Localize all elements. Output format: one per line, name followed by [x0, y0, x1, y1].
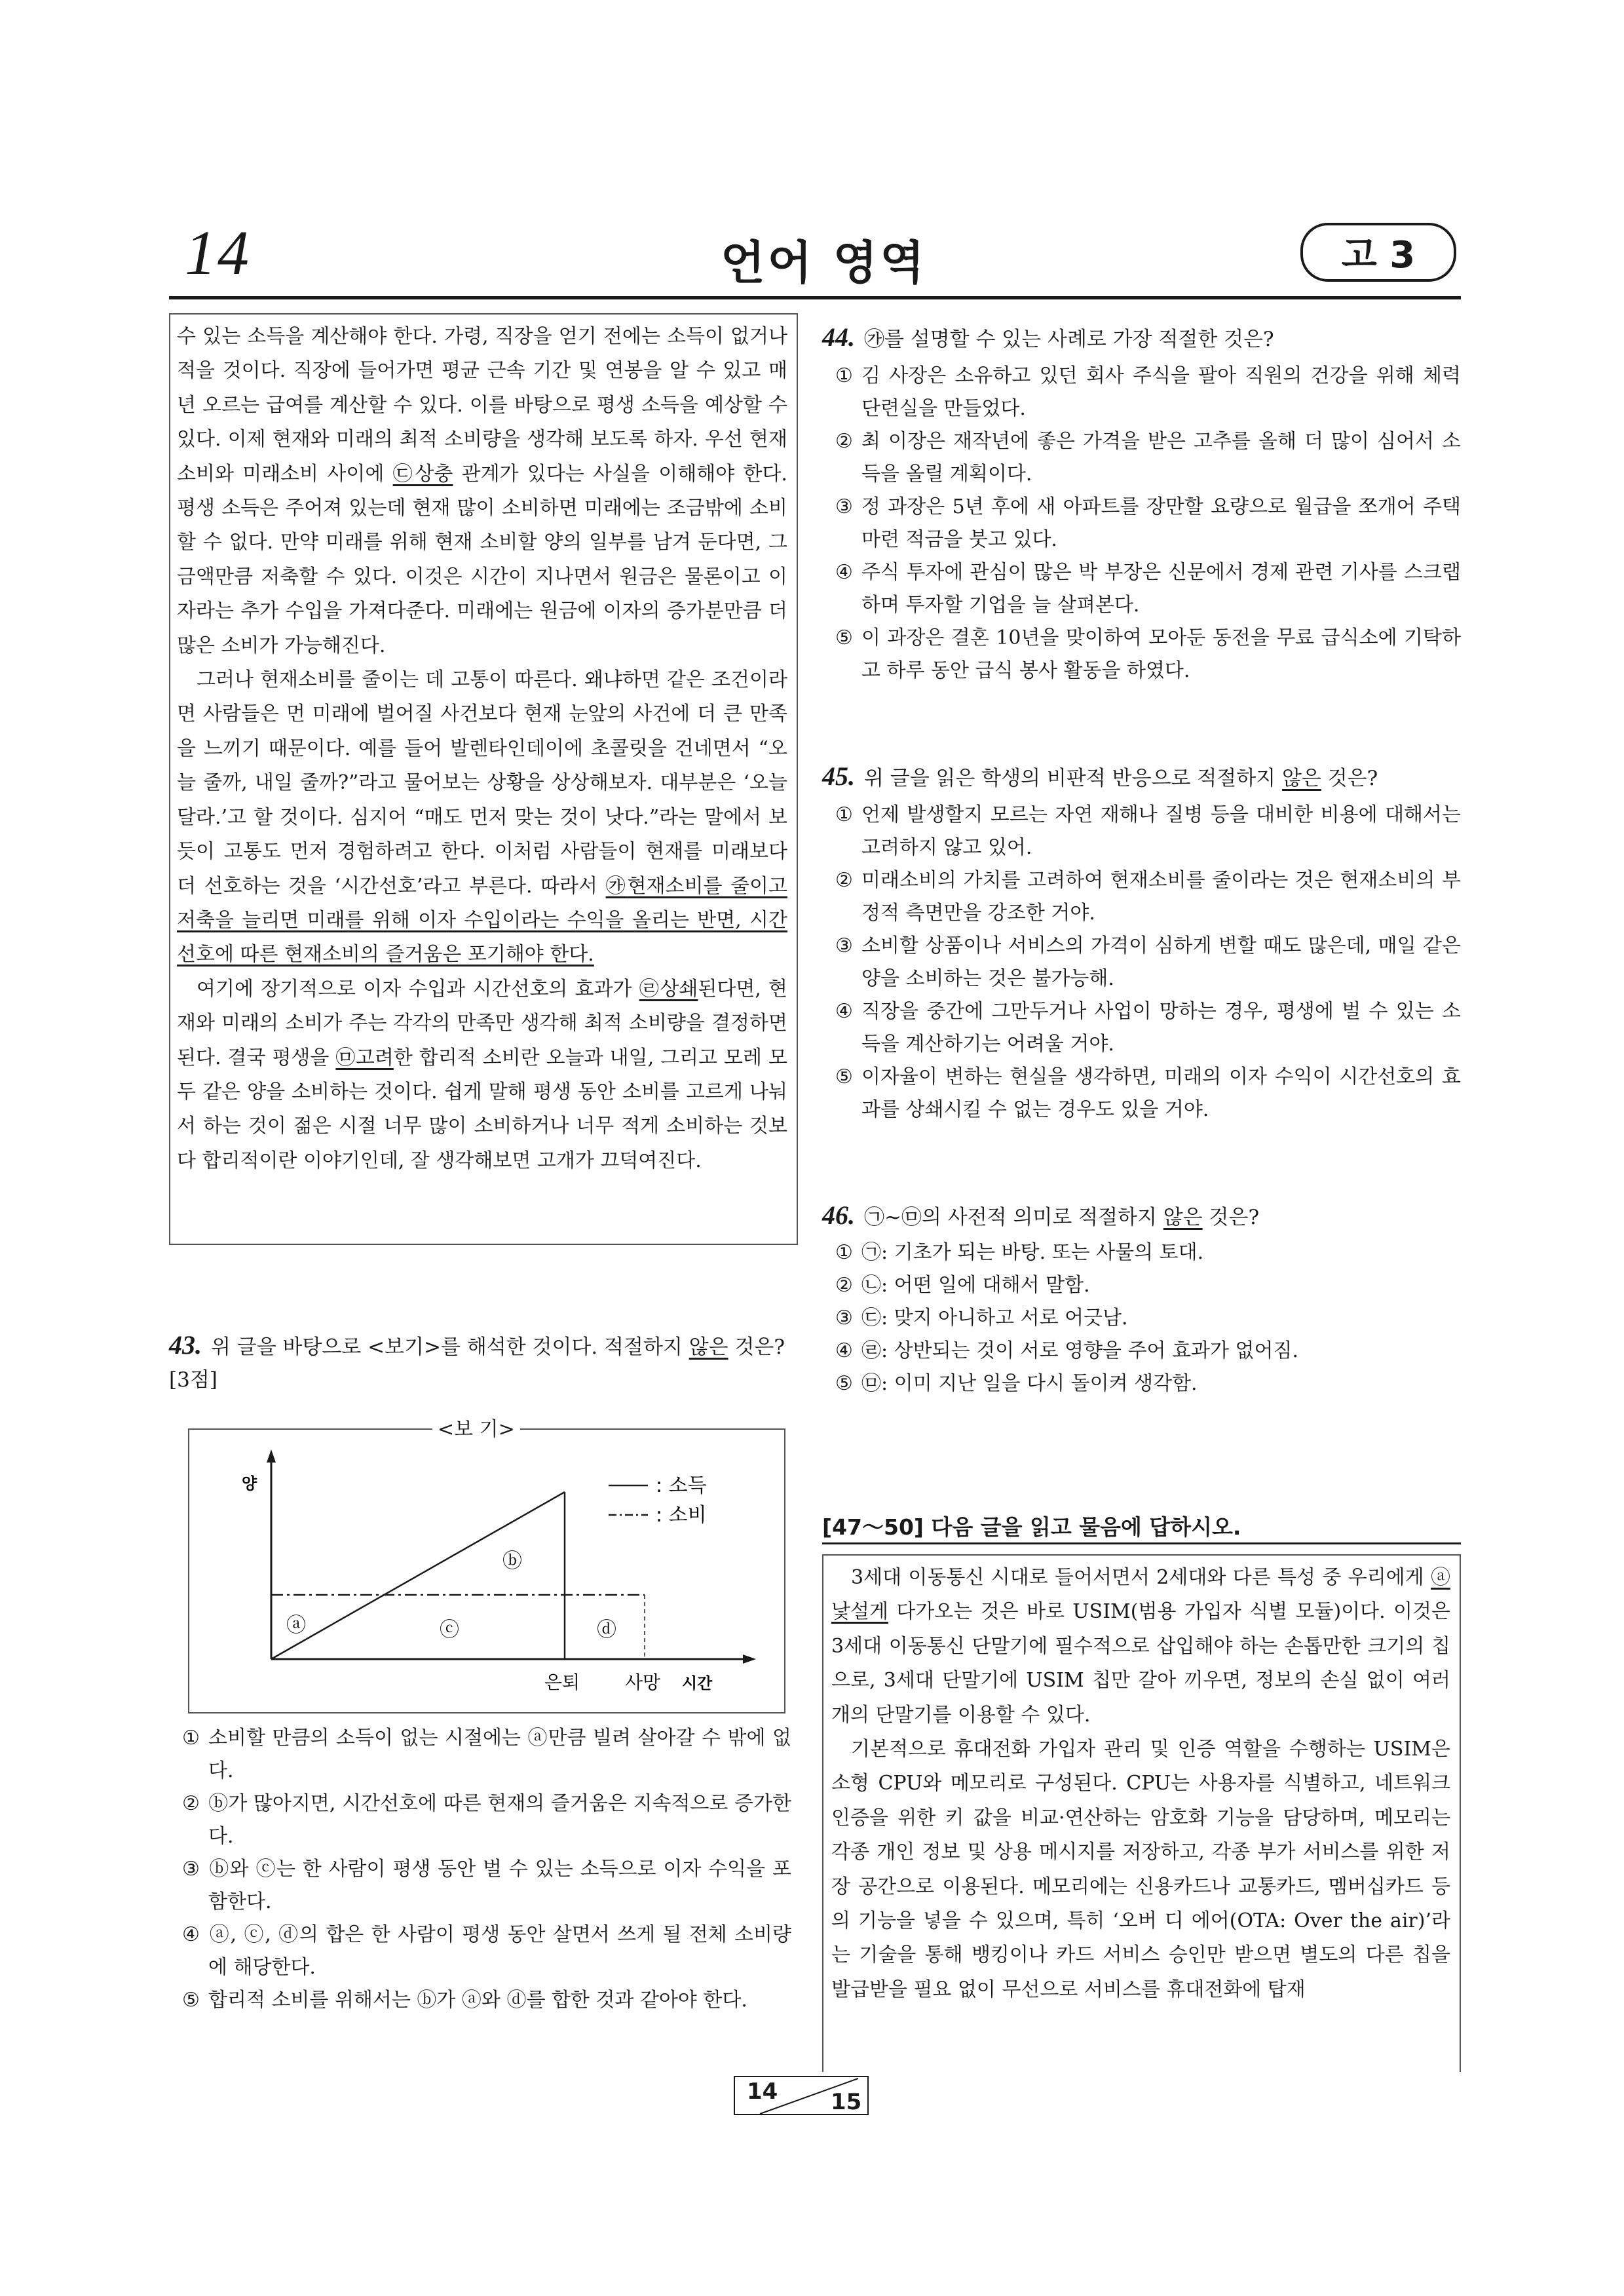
question-stem: 위 글을 바탕으로 <보기>를 해석한 것이다. 적절하지: [211, 1335, 689, 1359]
option-2[interactable]: [822, 1269, 1461, 1302]
question-43: [169, 1329, 791, 1396]
option-text: 소비할 상품이나 서비스의 가격이 심하게 변할 때도 많은데, 매일 같은 양을 소비하는 것은 불가능해.: [861, 934, 1461, 990]
passage-text: 된다면, 현재와 미래의 소비가 주는 각각의 만족만 생각해 최적 소비량을 결정하면 된다. 결국 평생을: [177, 977, 788, 1069]
option-marker: ②: [182, 1792, 200, 1815]
footer-right-page: 15: [831, 2089, 862, 2115]
option-text: 이 과장은 결혼 10년을 맞이하여 모아둔 동전을 무료 급식소에 기탁하고 하루 동안 급식 봉사 활동을 하였다.: [861, 626, 1461, 682]
question-number: 45.: [822, 761, 855, 791]
income-consumption-diagram: [189, 1430, 784, 1712]
question-stem-underlined: 않은: [689, 1335, 728, 1359]
option-2[interactable]: [822, 864, 1461, 930]
passage-text: 수 있는 소득을 계산해야 한다. 가령, 직장을 얻기 전에는 소득이 없거나 적을 것이다. 직장에 들어가면 평균 근속 기간 및 연봉을 알 수 있고 매년 오르는 급여를 계산할 수 있다. 이를 바탕으로 평생 소득을 예상할 수 있다. 이제 현재와 미래의 최적 소비량을 생각해 보도록 하자. 우선 현재소비와 미래소비 사이에: [177, 325, 787, 486]
option-text: ⓑ가 많아지면, 시간선호에 따른 현재의 즐거움은 지속적으로 증가한다.: [208, 1792, 791, 1848]
page-number: 14: [185, 218, 250, 288]
region-c: ⓒ: [440, 1618, 459, 1641]
question-stem: ㉠~㉤의 사전적 의미로 적절하지: [864, 1206, 1163, 1229]
passage-1-paragraph-3: [177, 972, 787, 1178]
option-marker: ⑤: [182, 1989, 200, 2012]
option-1[interactable]: [169, 1722, 791, 1788]
option-5[interactable]: [822, 1061, 1461, 1126]
option-marker: ①: [182, 1727, 200, 1750]
question-stem: 위 글을 읽은 학생의 비판적 반응으로 적절하지: [864, 767, 1282, 790]
option-4[interactable]: [169, 1919, 791, 1984]
question-46: [822, 1199, 1461, 1400]
option-1[interactable]: [822, 799, 1461, 864]
question-number: 43.: [169, 1330, 202, 1360]
region-a: ⓐ: [286, 1614, 306, 1637]
option-marker: ③: [835, 934, 853, 957]
question-stem-end: 것은? [3점]: [169, 1335, 785, 1392]
option-marker: ⑤: [835, 1065, 853, 1088]
option-text: 최 이장은 재작년에 좋은 가격을 받은 고추를 올해 더 많이 심어서 소득을 올릴 계획이다.: [861, 430, 1461, 486]
option-text: ㉣: 상반되는 것이 서로 영향을 주어 효과가 없어짐.: [861, 1339, 1299, 1362]
mark-ga: ㉮: [605, 874, 628, 898]
y-axis-label: 양: [242, 1474, 257, 1493]
header-rule: [169, 296, 1461, 299]
question-stem-end: 것은?: [1321, 767, 1378, 790]
option-5[interactable]: [822, 622, 1461, 687]
option-2[interactable]: [169, 1788, 791, 1853]
option-text: ㉤: 이미 지난 일을 다시 돌이켜 생각함.: [861, 1372, 1198, 1395]
passage-2-paragraph-1: [831, 1561, 1450, 1732]
option-3[interactable]: [169, 1853, 791, 1919]
footer-left-page: 14: [747, 2078, 778, 2105]
option-3[interactable]: [822, 930, 1461, 995]
option-1[interactable]: [822, 1236, 1461, 1269]
option-marker: ①: [835, 1241, 853, 1264]
passage-text: 한 합리적 소비란 오늘과 내일, 그리고 모레 모두 같은 양을 소비하는 것이다. 쉽게 말해 평생 동안 소비를 고르게 나눠서 하는 것이 젊은 시절 너무 많이 소비하거나 너무 적게 소비하는 것보다 합리적이란 이야기인데, 잘 생각해보면 고개가 끄덕여진다.: [177, 1046, 787, 1172]
option-text: 소비할 만큼의 소득이 없는 시절에는 ⓐ만큼 빌려 살아갈 수 밖에 없다.: [208, 1727, 791, 1782]
mark-m: ㉤고려: [335, 1046, 394, 1069]
option-marker: ③: [835, 495, 853, 518]
option-5[interactable]: [169, 1984, 791, 2017]
option-marker: ④: [182, 1923, 200, 1946]
tick-death: 사망: [625, 1672, 661, 1693]
question-stem-line: [822, 1199, 1461, 1234]
option-4[interactable]: [822, 1335, 1461, 1368]
option-3[interactable]: [822, 1302, 1461, 1335]
option-marker: ②: [835, 869, 853, 892]
question-number: 44.: [822, 322, 855, 352]
option-text: ⓑ와 ⓒ는 한 사람이 평생 동안 벌 수 있는 소득으로 이자 수익을 포함한다.: [208, 1858, 791, 1913]
passage-text: 3세대 이동통신 시대로 들어서면서 2세대와 다른 특성 중 우리에게: [851, 1566, 1431, 1589]
instruction-rule: [822, 1542, 1461, 1544]
underlined-passage-ga: 현재소비를 줄이고 저축을 늘리면 미래를 위해 이자 수입이라는 수익을 올리는 반면, 시간선호에 따른 현재소비의 즐거움은 포기해야 한다.: [177, 874, 787, 966]
passage-1: [169, 313, 798, 1245]
question-stem-end: 것은?: [1202, 1206, 1260, 1229]
option-text: ㉠: 기초가 되는 바탕. 또는 사물의 토대.: [861, 1241, 1204, 1264]
x-axis-label: 시간: [682, 1674, 713, 1693]
option-3[interactable]: [822, 491, 1461, 556]
passage-text: 다가오는 것은 바로 USIM(범용 가입자 식별 모듈)이다. 이것은 3세대 이동통신 단말기에 필수적으로 삽입해야 하는 손톱만한 크기의 칩으로, 3세대 단말기에 USIM 칩만 갈아 끼우면, 정보의 손실 없이 여러 개의 단말기를 이용할 수 있다.: [831, 1600, 1450, 1727]
passage-text: 관계가 있다는 사실을 이해해야 한다. 평생 소득은 주어져 있는데 현재 많이 소비하면 미래에는 조금밖에 소비할 수 없다. 만약 미래를 위해 현재 소비할 양의 일부를 남겨 둔다면, 그 금액만큼 저축할 수 있다. 이것은 시간이 지나면서 원금은 물론이고 이자라는 추가 수입을 가져다준다. 미래에는 원금에 이자의 증가분만큼 더 많은 소비가 가능해진다.: [177, 462, 787, 657]
instruction-47-50: [47～50] 다음 글을 읽고 물음에 답하시오.: [822, 1514, 1241, 1540]
section-title: 언어 영역: [721, 236, 927, 290]
option-marker: ①: [835, 364, 853, 387]
region-b: ⓑ: [502, 1550, 522, 1573]
option-4[interactable]: [822, 556, 1461, 622]
passage-text: 그러나 현재소비를 줄이는 데 고통이 따른다. 왜냐하면 같은 조건이라면 사람들은 먼 미래에 벌어질 사건보다 현재 눈앞의 사건에 더 큰 만족을 느끼기 때문이다. 예를 들어 발렌타인데이에 초콜릿을 건네면서 “오늘 줄까, 내일 줄까?”라고 물어보는 상황을 상상해보자. 대부분은 ‘오늘 달라.’고 할 것이다. 심지어 “매도 먼저 맞는 것이 낫다.”라는 말에서 보듯이 고통도 먼저 경험하려고 한다. 이처럼 사람들이 현재를 미래보다 더 선호하는 것을 ‘시간선호’라고 부른다. 따라서: [177, 668, 787, 898]
option-marker: ④: [835, 1339, 853, 1362]
option-text: 직장을 중간에 그만두거나 사업이 망하는 경우, 평생에 벌 수 있는 소득을 계산하기는 어려울 거야.: [861, 1000, 1461, 1056]
question-stem-line: [822, 760, 1461, 795]
income-line: [271, 1492, 565, 1659]
legend-consume: : 소비: [656, 1504, 707, 1527]
question-43-options: [169, 1722, 791, 2017]
mark-r: ㉣상쇄: [639, 977, 698, 1001]
option-marker: ②: [835, 430, 853, 453]
option-text: ㉢: 맞지 아니하고 서로 어긋남.: [861, 1307, 1128, 1330]
question-stem: ㉮를 설명할 수 있는 사례로 가장 적절한 것은?: [864, 328, 1274, 351]
passage-2: [822, 1554, 1461, 2072]
question-44: [822, 321, 1461, 687]
question-number: 46.: [822, 1200, 855, 1230]
option-text: 미래소비의 가치를 고려하여 현재소비를 줄이라는 것은 현재소비의 부정적 측면만을 강조한 거야.: [861, 869, 1461, 925]
option-marker: ⑤: [835, 1372, 853, 1395]
option-text: ⓐ, ⓒ, ⓓ의 합은 한 사람이 평생 동안 살면서 쓰게 될 전체 소비량에 해당한다.: [208, 1923, 791, 1979]
option-marker: ①: [835, 803, 853, 826]
legend-income: : 소득: [656, 1474, 707, 1497]
x-axis-arrow: [743, 1655, 756, 1664]
option-text: ㉡: 어떤 일에 대해서 말함.: [861, 1274, 1090, 1297]
bogi-box: [188, 1428, 785, 1713]
mark-c: ㉢상충: [392, 462, 453, 486]
option-2[interactable]: [822, 425, 1461, 491]
passage-1-paragraph-2: [177, 663, 787, 972]
option-marker: ③: [182, 1858, 200, 1881]
bogi-title: <보 기>: [432, 1413, 520, 1442]
passage-1-paragraph-1: [177, 320, 787, 663]
option-4[interactable]: [822, 995, 1461, 1061]
y-axis-arrow: [267, 1449, 276, 1463]
option-marker: ③: [835, 1307, 853, 1330]
option-marker: ⑤: [835, 626, 853, 649]
question-stem-line: [822, 321, 1461, 356]
tick-retirement: 은퇴: [544, 1672, 580, 1693]
option-marker: ②: [835, 1274, 853, 1297]
option-text: 정 과장은 5년 후에 새 아파트를 장만할 요량으로 월급을 쪼개어 주택 마련 적금을 붓고 있다.: [861, 495, 1461, 551]
region-d: ⓓ: [597, 1618, 616, 1641]
option-1[interactable]: [822, 360, 1461, 425]
grade-badge: 고 3: [1300, 223, 1456, 282]
option-5[interactable]: [822, 1368, 1461, 1400]
option-text: 이자율이 변하는 현실을 생각하면, 미래의 이자 수익이 시간선호의 효과를 상쇄시킬 수 없는 경우도 있을 거야.: [861, 1065, 1461, 1121]
option-text: 김 사장은 소유하고 있던 회사 주식을 팔아 직원의 건강을 위해 체력 단련실을 만들었다.: [861, 364, 1461, 420]
mark-a-underlined: ⓐ낯설게: [831, 1566, 1450, 1624]
option-text: 합리적 소비를 위해서는 ⓑ가 ⓐ와 ⓓ를 합한 것과 같아야 한다.: [208, 1989, 747, 2012]
option-text: 주식 투자에 관심이 많은 박 부장은 신문에서 경제 관련 기사를 스크랩하며 투자할 기업을 늘 살펴본다.: [861, 561, 1461, 617]
option-marker: ④: [835, 1000, 853, 1023]
passage-text: 여기에 장기적으로 이자 수입과 시간선호의 효과가: [197, 977, 639, 1001]
option-marker: ④: [835, 561, 853, 584]
question-stem-underlined: 않은: [1163, 1206, 1203, 1229]
question-45: [822, 760, 1461, 1126]
option-text: 언제 발생할지 모르는 자연 재해나 질병 등을 대비한 비용에 대해서는 고려하지 않고 있어.: [861, 803, 1461, 859]
question-stem-underlined: 않은: [1281, 767, 1321, 790]
passage-2-paragraph-2: [831, 1732, 1450, 2007]
passage-text: 기본적으로 휴대전화 가입자 관리 및 인증 역할을 수행하는 USIM은 소형 CPU와 메모리로 구성된다. CPU는 사용자를 식별하고, 네트워크 인증을 위한 키 값을 비교·연산하는 암호화 기능을 담당하며, 메모리는 각종 개인 정보 및 상용 메시지를 저장하고, 각종 부가 서비스를 위한 저장 공간으로 이용된다. 메모리에는 신용카드나 교통카드, 멤버십카드 등의 기능을 넣을 수 있으며, 특히 ‘오버 디 에어(OTA: Over the air)’라는 기술을 통해 뱅킹이나 카드 서비스 승인만 받으면 별도의 다른 칩을 발급받을 필요 없이 무선으로 서비스를 휴대전화에 탑재: [831, 1738, 1450, 2001]
